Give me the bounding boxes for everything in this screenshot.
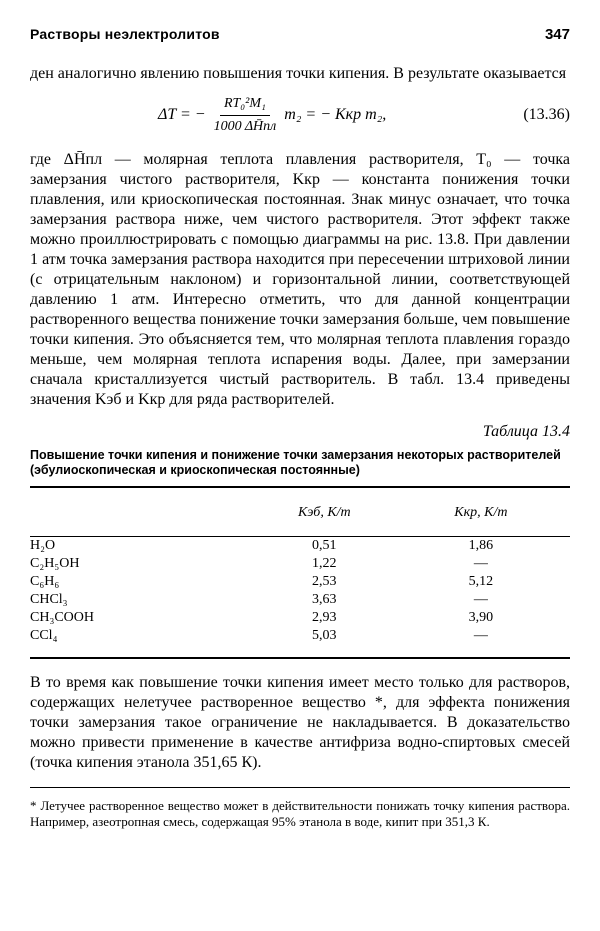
table-row (30, 591, 570, 609)
table-cell: CH₃COOH (30, 610, 94, 625)
table-cell: 3,63 (312, 592, 337, 607)
equation-number: (13.36) (523, 106, 570, 123)
page (30, 24, 570, 830)
table-cell: 1,86 (468, 538, 494, 553)
table-cell: C₂H₅OH (30, 556, 80, 571)
table-header-cell: Kэб, К/m (297, 505, 351, 520)
table-header-cell (30, 488, 257, 537)
formula-fraction (214, 95, 277, 136)
footnote-rule (30, 787, 570, 788)
formula-lhs: ΔT = − (158, 106, 206, 123)
table-row (30, 555, 570, 573)
running-title: Растворы неэлектролитов (30, 26, 220, 42)
paragraph-3: В то время как повышение точки кипения имеет место только для растворов, содержащих нелетучее растворенное вещество *, для эффекта понижения точки замерзания такое ограничение не накладывается. В доказательство можно привести применение в качестве антифриза водно-спиртовых смесей (точка кипения этанола 351,65 К). (30, 674, 570, 771)
table-cell: 2,93 (312, 610, 337, 625)
table-cell: CHCl₃ (30, 592, 68, 607)
table-cell: 2,53 (312, 574, 337, 589)
footnote: * Летучее растворенное вещество может в действительности понижать точку кипения раствора. Например, азеотропная смесь, содержащая 95% этанола в воде, кипит при 351,3 К. (30, 798, 570, 829)
table-title: Повышение точки кипения и понижение точки замерзания некоторых растворителей (эбулиоскопическая и криоскопическая постоянные) (30, 448, 561, 477)
table-header-row (30, 488, 570, 537)
paragraph-2: где ΔH̄пл — молярная теплота плавления растворителя, T₀ — точка замерзания чистого растворителя, Kкр — константа понижения точки плавления, или криоскопическая постоянная. Знак минус означает, что точка замерзания раствора ниже, чем чистого растворителя. Этот эффект также можно проиллюстрировать с помощью диаграммы на рис. 13.8. При давлении 1 атм точка замерзания раствора находится при пересечении штриховой линии (с отрицательным наклоном) и горизонтальной линии, соответствующей давлению 1 атм. Интересно отметить, что для данной концентрации растворенного вещества понижение точки замерзания больше, чем повышение точки кипения. Это объясняется тем, что молярная теплота плавления гораздо меньше, чем молярная теплота испарения воды. Далее, при замерзании сначала кристаллизуется чистый растворитель. В табл. 13.4 приведены значения Kэб и Kкр для ряда растворителей. (30, 151, 570, 408)
table-cell: 0,51 (312, 538, 337, 553)
table-cell: — (473, 628, 488, 643)
table-row (30, 537, 570, 555)
table-cell: 1,22 (312, 556, 337, 571)
table-row (30, 609, 570, 627)
formula-rhs: m₂ = − Kкр m₂, (284, 106, 387, 123)
table-caption: Таблица 13.4 (482, 423, 570, 440)
page-header (30, 24, 570, 52)
table-row (30, 627, 570, 645)
table-cell: — (473, 556, 488, 571)
constants-table (30, 488, 570, 645)
table-row (30, 573, 570, 591)
page-number: 347 (544, 26, 570, 43)
table-cell: C₆H₆ (30, 574, 60, 589)
formula-denominator: 1000 ΔH̄пл (213, 118, 277, 134)
table-bottom-rule (30, 657, 570, 659)
table-cell: 5,12 (468, 574, 494, 589)
table-cell: 5,03 (312, 628, 337, 643)
paragraph-1: ден аналогично явлению повышения точки кипения. В результате оказывается (30, 65, 567, 82)
table-cell: — (473, 592, 488, 607)
equation-13-36 (30, 84, 570, 146)
formula-numerator: RT₀²M₁ (220, 95, 270, 116)
table-header-cell: Kкр, К/m (454, 505, 508, 520)
table-cell: H₂O (30, 538, 56, 553)
table-cell: CCl₄ (30, 628, 58, 643)
table-cell: 3,90 (468, 610, 494, 625)
